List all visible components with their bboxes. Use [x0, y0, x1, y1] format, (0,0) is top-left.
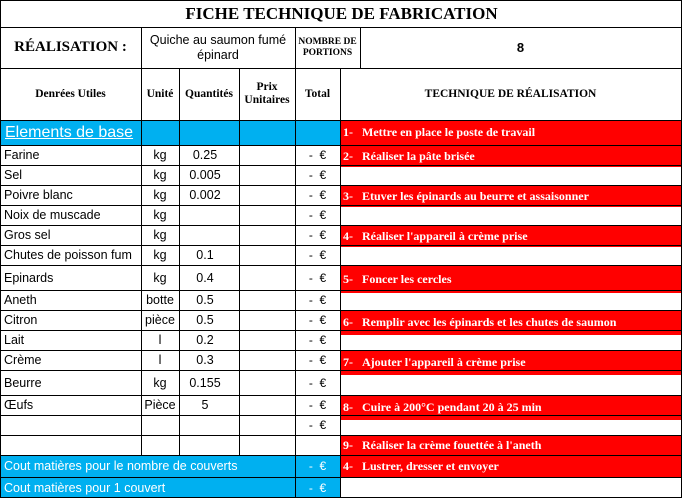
grid-vline	[340, 68, 341, 498]
grid-vline	[360, 27, 361, 68]
ingredient-name: Beurre	[4, 375, 42, 390]
ingredient-unit: kg	[153, 270, 167, 285]
ingredient-price[interactable]	[239, 370, 295, 395]
grid-vline	[295, 68, 296, 498]
ingredient-name: Crème	[4, 353, 42, 367]
ingredient-price[interactable]	[239, 225, 295, 245]
ingredient-total: - €	[308, 148, 327, 162]
footer-total: - €	[295, 477, 340, 498]
recipe-name: Quiche au saumon fumé épinard	[149, 33, 287, 62]
grid-vline	[179, 68, 180, 455]
grid-hline	[0, 165, 682, 166]
footer-label: Cout matières pour le nombre de couverts	[0, 455, 295, 477]
grid-vline	[141, 68, 142, 455]
portions-value: 8	[516, 40, 525, 55]
step-number: 7-	[343, 355, 353, 369]
ingredient-unit: l	[158, 353, 162, 367]
step-text: Réaliser la pâte brisée	[362, 148, 475, 163]
ingredient-name: Gros sel	[4, 228, 51, 242]
step-number: 6-	[343, 315, 353, 329]
step-number: 4-	[343, 228, 353, 243]
ingredient-qty	[179, 415, 239, 435]
step-text: Cuire à 200°C pendant 20 à 25 min	[362, 400, 542, 414]
grid-hline	[0, 205, 682, 206]
ingredient-qty: 0.005	[189, 168, 221, 182]
ingredient-total: - €	[308, 398, 327, 412]
step-number: 1-	[343, 125, 353, 139]
grid-hline	[0, 477, 682, 478]
ingredient-unit: botte	[146, 293, 174, 307]
ingredient-name: Sel	[4, 168, 23, 182]
ingredient-unit: kg	[153, 208, 167, 222]
ingredient-qty: 0.4	[196, 270, 214, 285]
grid-hline	[0, 310, 682, 311]
header-technique: TECHNIQUE DE RÉALISATION	[424, 88, 597, 100]
ingredient-qty: 0.002	[189, 188, 221, 202]
step-number: 8-	[343, 400, 353, 414]
ingredient-price[interactable]	[239, 395, 295, 415]
ingredient-unit	[141, 435, 179, 455]
footer-label: Cout matières pour 1 couvert	[0, 477, 295, 498]
sheet-title: FICHE TECHNIQUE DE FABRICATION	[185, 3, 498, 23]
grid-hline	[0, 395, 682, 396]
ingredient-qty: 5	[201, 398, 209, 412]
grid-hline	[0, 225, 682, 226]
ingredient-price[interactable]	[239, 435, 295, 455]
ingredient-unit: l	[158, 333, 162, 347]
ingredient-price[interactable]	[239, 310, 295, 330]
ingredient-price[interactable]	[239, 245, 295, 265]
ingredient-name: Farine	[4, 148, 40, 162]
ingredient-unit: kg	[153, 168, 167, 182]
grid-hline	[0, 415, 682, 416]
grid-vline	[239, 68, 240, 455]
header-unite: Unité	[146, 88, 174, 100]
ingredient-unit	[141, 415, 179, 435]
ingredient-qty	[179, 435, 239, 455]
ingredient-total: - €	[308, 208, 327, 222]
ingredient-qty: 0.1	[196, 248, 214, 262]
ingredient-name: Noix de muscade	[4, 208, 101, 222]
ingredient-total: - €	[308, 248, 327, 262]
realisation-label: RÉALISATION :	[14, 39, 127, 55]
step-number: 4-	[343, 458, 353, 473]
ingredient-unit: kg	[153, 375, 167, 390]
grid-hline	[0, 435, 682, 436]
ingredient-qty	[179, 225, 239, 245]
ingredient-name	[0, 435, 141, 455]
portions-label: NOMBRE DE PORTIONS	[298, 36, 357, 58]
grid-hline	[0, 68, 682, 69]
ingredient-total	[295, 435, 340, 455]
step-text: Etuver les épinards au beurre et assaisonner	[362, 188, 589, 203]
ingredient-name: Epinards	[4, 270, 54, 285]
ingredient-price[interactable]	[239, 350, 295, 370]
ingredient-total: - €	[308, 168, 327, 182]
ingredient-unit: kg	[153, 188, 167, 202]
ingredient-qty: 0.2	[196, 333, 214, 347]
step-text: Lustrer, dresser et envoyer	[362, 458, 499, 473]
ingredient-price[interactable]	[239, 415, 295, 435]
step-number: 3-	[343, 188, 353, 203]
grid-vline	[295, 27, 296, 68]
ingredient-unit: pièce	[145, 313, 175, 327]
ingredient-qty: 0.25	[192, 148, 218, 162]
footer-total: - €	[295, 455, 340, 477]
step-text: Réaliser la crème fouettée à l'aneth	[362, 437, 542, 452]
ingredient-total: - €	[308, 333, 327, 347]
grid-hline	[0, 290, 682, 291]
ingredient-name: Lait	[4, 333, 25, 347]
grid-hline	[0, 455, 682, 456]
ingredient-unit: kg	[153, 248, 167, 262]
ingredient-name: Poivre blanc	[4, 188, 73, 202]
grid-hline	[0, 27, 682, 28]
ingredient-price[interactable]	[239, 290, 295, 310]
header-prix: Prix Unitaires	[244, 80, 290, 106]
grid-hline	[0, 245, 682, 246]
ingredient-qty: 0.5	[196, 313, 214, 327]
ingredient-qty	[179, 205, 239, 225]
ingredient-total: - €	[308, 293, 327, 307]
ingredient-total: - €	[308, 375, 327, 390]
ingredient-total: - €	[308, 353, 327, 367]
step-text: Ajouter l'appareil à crème prise	[362, 355, 526, 369]
grid-vline	[141, 27, 142, 68]
ingredient-total: - €	[308, 188, 327, 202]
ingredient-unit: kg	[153, 148, 167, 162]
grid-vline	[681, 0, 682, 498]
ingredient-unit: Pièce	[144, 398, 176, 412]
ingredient-price[interactable]	[239, 185, 295, 205]
header-total: Total	[304, 88, 331, 100]
ingredient-qty: 0.155	[189, 375, 221, 390]
section-total-cell	[295, 120, 340, 145]
step-number: 2-	[343, 148, 353, 163]
header-quantites: Quantités	[185, 88, 233, 100]
header-denrees: Denrées Utiles	[35, 88, 106, 100]
grid-hline	[0, 120, 682, 121]
ingredient-qty: 0.3	[196, 353, 214, 367]
ingredient-price[interactable]	[239, 330, 295, 350]
step-text: Foncer les cercles	[362, 271, 452, 286]
step-text: Mettre en place le poste de travail	[362, 125, 536, 139]
ingredient-qty: 0.5	[196, 293, 214, 307]
ingredient-name: Citron	[4, 313, 38, 327]
ingredient-total: - €	[308, 270, 327, 285]
ingredient-total: - €	[308, 228, 327, 242]
grid-hline	[0, 370, 682, 371]
ingredient-price[interactable]	[239, 145, 295, 165]
ingredient-name: Œufs	[4, 398, 34, 412]
ingredient-price[interactable]	[239, 165, 295, 185]
section-prix-cell	[239, 120, 295, 145]
ingredient-unit: kg	[153, 228, 167, 242]
ingredient-name: Chutes de poisson fum	[4, 248, 132, 262]
step-number: 9-	[343, 437, 353, 452]
ingredient-price[interactable]	[239, 205, 295, 225]
grid-hline	[0, 350, 682, 351]
grid-vline	[0, 0, 1, 498]
ingredient-total: - €	[308, 418, 327, 432]
grid-hline	[0, 145, 682, 146]
ingredient-name	[0, 415, 141, 435]
step-number: 5-	[343, 271, 353, 286]
step-text: Réaliser l'appareil à crème prise	[362, 228, 528, 243]
ingredient-total: - €	[308, 313, 327, 327]
grid-hline	[0, 265, 682, 266]
ingredient-price[interactable]	[239, 265, 295, 290]
grid-hline	[0, 185, 682, 186]
grid-hline	[0, 330, 682, 331]
section-title: Elements de base	[0, 120, 239, 145]
ingredient-name: Aneth	[4, 293, 37, 307]
step-text: Remplir avec les épinards et les chutes de saumon	[362, 315, 617, 329]
grid-hline	[0, 0, 682, 1]
